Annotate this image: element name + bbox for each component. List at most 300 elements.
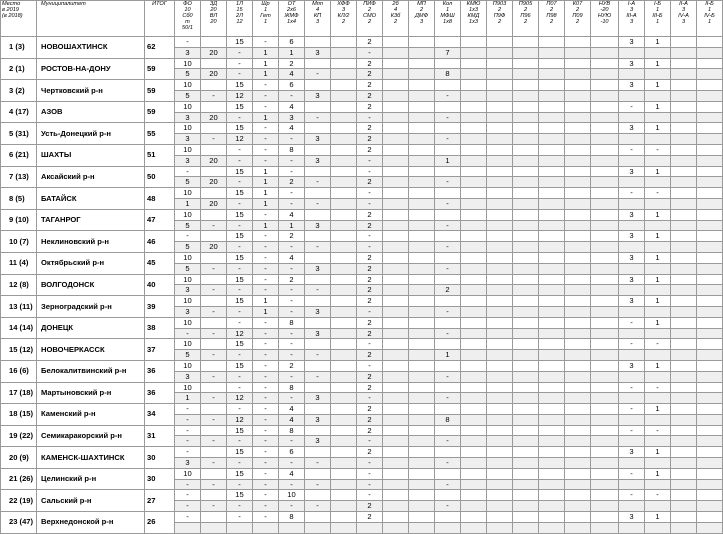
score-cell: 1 (253, 220, 279, 231)
score-cell (645, 155, 671, 166)
score-cell (565, 382, 591, 393)
score-cell: 1 (253, 198, 279, 209)
score-cell (591, 425, 619, 436)
table-row (1, 188, 723, 199)
score-cell: - (357, 47, 383, 58)
score-cell: 1 (645, 80, 671, 91)
score-cell (671, 393, 697, 404)
header-line: МП (417, 1, 426, 7)
score-cell: 8 (435, 414, 461, 425)
score-cell: - (175, 512, 201, 523)
score-cell (461, 371, 487, 382)
score-cell (671, 382, 697, 393)
header-line: I-Б (653, 1, 662, 7)
score-cell: 10 (175, 468, 201, 479)
score-cell (305, 37, 331, 48)
header-line: III-А (626, 13, 637, 19)
score-cell: - (279, 339, 305, 350)
place-cell: 11 (4) (1, 252, 37, 274)
score-cell (565, 155, 591, 166)
score-cell (331, 522, 357, 533)
total-header (145, 1, 175, 37)
score-cell (513, 80, 539, 91)
score-cell: - (253, 393, 279, 404)
score-cell (331, 306, 357, 317)
score-cell (461, 112, 487, 123)
score-cell: - (175, 166, 201, 177)
score-cell (591, 198, 619, 209)
score-cell: - (175, 328, 201, 339)
score-cell (461, 242, 487, 253)
score-cell: - (305, 112, 331, 123)
score-cell (201, 317, 227, 328)
score-cell (513, 522, 539, 533)
score-cell: 2 (357, 209, 383, 220)
score-cell (487, 274, 513, 285)
score-cell: 3 (619, 360, 645, 371)
header-line: 20 (210, 19, 217, 25)
score-cell: 2 (357, 447, 383, 458)
score-cell (645, 350, 671, 361)
score-cell: - (201, 328, 227, 339)
municipality-cell: ВОЛГОДОНСК (37, 274, 145, 296)
table-row (1, 166, 723, 177)
score-cell: - (175, 501, 201, 512)
score-cell (539, 231, 565, 242)
header-line: 2 (575, 19, 580, 25)
score-cell: 3 (175, 112, 201, 123)
score-cell: - (357, 188, 383, 199)
score-cell: - (305, 501, 331, 512)
score-cell: - (619, 425, 645, 436)
score-cell (539, 155, 565, 166)
score-cell: - (227, 382, 253, 393)
column-header (619, 1, 645, 37)
score-cell: - (227, 458, 253, 469)
score-cell: 3 (175, 371, 201, 382)
score-cell (539, 90, 565, 101)
score-cell: 10 (175, 123, 201, 134)
total-cell: 46 (145, 231, 175, 253)
score-cell (461, 252, 487, 263)
score-cell: - (435, 177, 461, 188)
score-cell: - (357, 198, 383, 209)
header-line: 15 (236, 7, 243, 13)
score-cell (697, 144, 723, 155)
score-cell (461, 296, 487, 307)
table-row (1, 317, 723, 328)
score-cell (409, 123, 435, 134)
score-cell (331, 360, 357, 371)
place-cell: 21 (26) (1, 468, 37, 490)
score-cell (305, 382, 331, 393)
score-cell (539, 47, 565, 58)
score-cell (305, 447, 331, 458)
score-cell (671, 112, 697, 123)
score-cell: 4 (279, 209, 305, 220)
score-cell (697, 425, 723, 436)
score-cell: - (227, 112, 253, 123)
score-cell (671, 371, 697, 382)
score-cell: - (201, 479, 227, 490)
score-cell (461, 425, 487, 436)
score-cell: - (357, 490, 383, 501)
score-cell: - (227, 306, 253, 317)
score-cell (513, 188, 539, 199)
score-cell (619, 285, 645, 296)
score-cell: - (227, 155, 253, 166)
score-cell (591, 393, 619, 404)
score-cell: 3 (619, 447, 645, 458)
score-cell (591, 458, 619, 469)
score-cell (461, 155, 487, 166)
score-cell (383, 198, 409, 209)
score-cell: - (175, 490, 201, 501)
header-line: 20 (210, 7, 217, 13)
score-cell (645, 328, 671, 339)
score-cell (539, 512, 565, 523)
score-cell (409, 414, 435, 425)
header-line: К07 (572, 1, 583, 7)
score-cell (305, 231, 331, 242)
score-cell: 20 (201, 198, 227, 209)
score-cell (331, 144, 357, 155)
score-cell: 8 (435, 69, 461, 80)
municipality-cell: Аксайский р-н (37, 166, 145, 188)
score-cell (461, 360, 487, 371)
score-cell (409, 436, 435, 447)
score-cell (565, 123, 591, 134)
score-cell (539, 393, 565, 404)
score-cell (513, 231, 539, 242)
score-cell: 1 (253, 69, 279, 80)
score-cell (565, 209, 591, 220)
header-line: 2 (497, 19, 502, 25)
municipality-cell: Зерноградский р-н (37, 296, 145, 318)
score-cell (383, 155, 409, 166)
score-cell: - (227, 512, 253, 523)
score-cell: 15 (227, 80, 253, 91)
column-header (383, 1, 409, 37)
score-cell: - (279, 90, 305, 101)
score-cell: 2 (279, 360, 305, 371)
municipality-cell: Целинский р-н (37, 468, 145, 490)
score-cell (591, 490, 619, 501)
score-cell: - (435, 458, 461, 469)
score-cell: - (305, 198, 331, 209)
score-cell (565, 468, 591, 479)
score-cell (331, 166, 357, 177)
score-cell: 5 (175, 69, 201, 80)
score-cell: 1 (253, 188, 279, 199)
score-cell (671, 80, 697, 91)
score-cell (305, 522, 331, 533)
score-cell (619, 393, 645, 404)
score-cell (565, 285, 591, 296)
score-cell (513, 123, 539, 134)
header-line: П903 (492, 1, 507, 7)
score-cell (331, 404, 357, 415)
score-cell (461, 90, 487, 101)
score-cell: - (357, 339, 383, 350)
score-cell (565, 328, 591, 339)
header-line: ХФФ (337, 1, 350, 7)
score-cell: 15 (227, 425, 253, 436)
score-cell: 1 (253, 58, 279, 69)
score-cell (697, 350, 723, 361)
place-cell: 23 (47) (1, 512, 37, 534)
score-cell (487, 317, 513, 328)
score-cell (697, 317, 723, 328)
score-cell (305, 252, 331, 263)
score-cell: 1 (645, 58, 671, 69)
score-cell (201, 209, 227, 220)
score-cell (645, 242, 671, 253)
score-cell (671, 274, 697, 285)
column-header (591, 1, 619, 37)
score-cell (591, 382, 619, 393)
score-cell (591, 37, 619, 48)
score-cell: - (645, 490, 671, 501)
header-line: I-А (627, 1, 636, 7)
municipality-cell: Каменский р-н (37, 404, 145, 426)
score-cell: - (357, 436, 383, 447)
score-cell (513, 37, 539, 48)
score-cell: 1 (645, 360, 671, 371)
score-cell: 15 (227, 447, 253, 458)
score-cell (383, 274, 409, 285)
score-cell: - (227, 47, 253, 58)
score-cell: 1 (253, 166, 279, 177)
score-cell: 20 (201, 69, 227, 80)
score-cell (461, 144, 487, 155)
place-cell: 12 (8) (1, 274, 37, 296)
score-cell: 2 (357, 252, 383, 263)
score-cell (201, 123, 227, 134)
score-cell: - (435, 479, 461, 490)
score-cell (565, 425, 591, 436)
score-cell: 2 (357, 37, 383, 48)
score-cell: - (619, 382, 645, 393)
score-cell (539, 134, 565, 145)
score-cell (539, 144, 565, 155)
score-cell (487, 458, 513, 469)
score-cell (409, 285, 435, 296)
header-line: Кол (442, 1, 453, 7)
header-line: НУВ (598, 1, 611, 7)
score-cell (409, 242, 435, 253)
score-cell: 3 (619, 37, 645, 48)
header-line: 10 (184, 7, 191, 13)
table-row (1, 37, 723, 48)
header-line: -10 (600, 19, 609, 25)
header-line: ФО (183, 1, 192, 7)
score-cell: 3 (305, 155, 331, 166)
score-cell (461, 188, 487, 199)
score-cell: - (619, 188, 645, 199)
score-cell (383, 37, 409, 48)
score-cell: 2 (279, 177, 305, 188)
table-row (1, 382, 723, 393)
score-cell: - (279, 155, 305, 166)
score-cell (619, 501, 645, 512)
column-header (435, 1, 461, 37)
score-cell (591, 231, 619, 242)
header-line: 1Л (236, 1, 243, 7)
municipality-cell: Верхнедонской р-н (37, 512, 145, 534)
score-cell: 2 (357, 404, 383, 415)
score-cell (201, 425, 227, 436)
score-cell: - (175, 425, 201, 436)
place-cell: 10 (7) (1, 231, 37, 253)
score-cell (697, 458, 723, 469)
score-cell (331, 350, 357, 361)
score-cell: - (435, 306, 461, 317)
score-cell (487, 155, 513, 166)
score-cell: 10 (175, 209, 201, 220)
score-cell (591, 501, 619, 512)
score-cell: 8 (279, 382, 305, 393)
score-cell (175, 522, 201, 533)
score-cell: 1 (279, 47, 305, 58)
score-cell (565, 231, 591, 242)
score-cell (409, 209, 435, 220)
score-cell (539, 188, 565, 199)
score-cell: 2 (279, 231, 305, 242)
score-cell (201, 188, 227, 199)
total-cell: 50 (145, 166, 175, 188)
score-cell (671, 220, 697, 231)
table-row (1, 360, 723, 371)
score-cell (539, 479, 565, 490)
score-cell (565, 404, 591, 415)
score-cell: 20 (201, 155, 227, 166)
score-cell (383, 188, 409, 199)
score-cell (697, 512, 723, 523)
score-cell (487, 209, 513, 220)
score-cell (331, 80, 357, 91)
place-header (1, 1, 37, 37)
score-cell: 12 (227, 328, 253, 339)
score-cell: - (305, 69, 331, 80)
score-cell: 2 (357, 296, 383, 307)
score-cell: - (279, 371, 305, 382)
score-cell (591, 436, 619, 447)
score-cell (383, 231, 409, 242)
score-cell (383, 468, 409, 479)
score-cell (305, 296, 331, 307)
score-cell (539, 468, 565, 479)
score-cell (201, 512, 227, 523)
score-cell (331, 37, 357, 48)
score-cell (671, 101, 697, 112)
header-line: IV-А (678, 13, 689, 19)
score-cell (383, 382, 409, 393)
score-cell: 2 (357, 263, 383, 274)
score-cell (671, 501, 697, 512)
score-cell (461, 231, 487, 242)
score-cell (331, 393, 357, 404)
score-cell: 2 (357, 58, 383, 69)
score-cell: - (175, 404, 201, 415)
score-cell: 2 (357, 144, 383, 155)
column-header (539, 1, 565, 37)
column-header (409, 1, 435, 37)
score-cell (461, 404, 487, 415)
score-cell: - (435, 198, 461, 209)
score-cell: 1 (645, 166, 671, 177)
score-cell (591, 404, 619, 415)
score-cell: - (253, 382, 279, 393)
header-line: 2б (392, 1, 399, 7)
header-line: Место (2, 1, 21, 7)
score-cell: 10 (175, 58, 201, 69)
score-cell (539, 69, 565, 80)
score-cell (383, 512, 409, 523)
score-cell: 2 (357, 123, 383, 134)
score-cell (409, 468, 435, 479)
score-cell (487, 425, 513, 436)
score-cell (461, 134, 487, 145)
score-cell: - (435, 328, 461, 339)
score-cell: 10 (175, 144, 201, 155)
score-cell: 15 (227, 274, 253, 285)
score-cell (461, 306, 487, 317)
score-cell (253, 522, 279, 533)
municipality-cell: ДОНЕЦК (37, 317, 145, 339)
score-cell (487, 263, 513, 274)
score-cell: - (619, 490, 645, 501)
score-cell (671, 285, 697, 296)
score-cell (461, 382, 487, 393)
score-cell (539, 490, 565, 501)
score-cell (619, 112, 645, 123)
score-cell (331, 69, 357, 80)
score-cell: 1 (645, 209, 671, 220)
score-cell: - (201, 350, 227, 361)
score-cell (201, 144, 227, 155)
table-row (1, 80, 723, 91)
place-cell: 6 (21) (1, 144, 37, 166)
score-cell (435, 188, 461, 199)
score-cell: - (227, 317, 253, 328)
score-cell (591, 306, 619, 317)
score-cell (409, 512, 435, 523)
score-cell (513, 90, 539, 101)
score-cell (565, 447, 591, 458)
score-cell (539, 80, 565, 91)
score-cell: 4 (279, 404, 305, 415)
score-cell (565, 393, 591, 404)
municipality-cell: ТАГАНРОГ (37, 209, 145, 231)
score-cell: - (253, 274, 279, 285)
score-cell: 1 (253, 306, 279, 317)
municipality-cell: Усть-Донецкий р-н (37, 123, 145, 145)
total-cell: 48 (145, 188, 175, 210)
score-cell: - (253, 479, 279, 490)
score-cell (461, 458, 487, 469)
score-cell (409, 501, 435, 512)
header-line: III-Б (652, 13, 663, 19)
score-cell: - (253, 123, 279, 134)
score-cell (697, 468, 723, 479)
score-cell: - (357, 306, 383, 317)
score-cell (331, 328, 357, 339)
score-cell: 3 (619, 80, 645, 91)
score-cell (435, 447, 461, 458)
score-cell (671, 47, 697, 58)
score-cell (565, 80, 591, 91)
